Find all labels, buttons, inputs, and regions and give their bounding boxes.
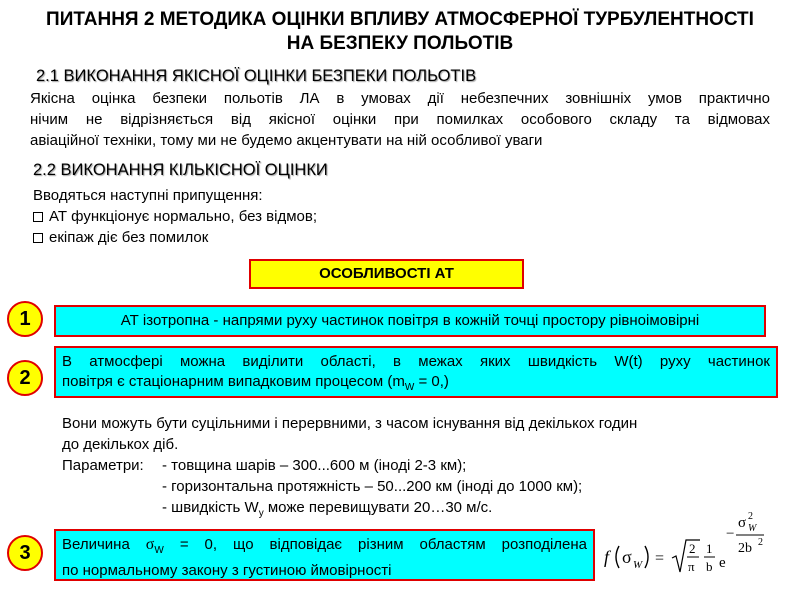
item-3-line-1: Величина $\sigma_W = 0$, що відповідає різним областям розподілена — [62, 536, 588, 556]
formula-minus: − — [726, 526, 735, 542]
formula-equals: = — [655, 550, 665, 567]
formula-two: 2 — [689, 541, 696, 556]
item-3-box — [54, 529, 595, 581]
left-paren — [616, 546, 619, 568]
formula-exp-sq: 2 — [748, 511, 753, 522]
formula-exp-den-sq: 2 — [758, 537, 763, 548]
item-1-number: 1 — [7, 301, 43, 337]
page-title — [0, 8, 800, 56]
details-line-2: до декількох діб. — [62, 436, 179, 453]
section-1-paragraph — [30, 88, 770, 151]
section-1-line-2: нічим не відрізняється від якісної оцінки при помилках особового складу та відмовах — [30, 111, 770, 128]
sqrt-symbol — [672, 540, 700, 572]
item-2-box — [54, 346, 778, 398]
param-row-1: Параметри: - товщина шарів – 300...600 м (іноді 2-3 км); — [62, 457, 467, 474]
item-1-box: АТ ізотропна - напрями руху частинок повітря в кожній точці простору рівноімовірні — [54, 305, 766, 337]
checkbox-icon — [33, 212, 43, 222]
section-1-heading: 2.1 ВИКОНАННЯ ЯКІСНОЇ ОЦІНКИ БЕЗПЕКИ ПОЛЬОТІВ — [36, 67, 477, 85]
formula-b: b — [706, 559, 713, 574]
formula-f: f — [604, 547, 610, 567]
formula-pi: π — [688, 559, 695, 574]
item-2-number: 2 — [7, 360, 43, 396]
checkbox-icon — [33, 233, 43, 243]
title-line-1: ПИТАННЯ 2 МЕТОДИКА ОЦІНКИ ВПЛИВУ АТМОСФЕРНОЇ ТУРБУЛЕНТНОСТІ — [46, 9, 754, 30]
item-2-line-2: повітря є стаціонарним випадковим процесом $(m_W = 0,)$ — [62, 373, 449, 393]
formula-exp-sigma: σ — [738, 515, 747, 531]
title-line-2: НА БЕЗПЕКУ ПОЛЬОТІВ — [286, 33, 514, 54]
formula-sigma: σ — [622, 547, 632, 567]
assumptions-intro: Вводяться наступні припущення: — [33, 187, 263, 204]
item-2-line-1: В атмосфері можна виділити області, в межах яких швидкість W(t) руху частинок — [62, 353, 770, 370]
assumptions-block — [33, 185, 317, 248]
right-paren — [645, 546, 648, 568]
features-label-box: ОСОБЛИВОСТІ АТ — [249, 259, 524, 289]
section-2-heading: 2.2 ВИКОНАННЯ КІЛЬКІСНОЇ ОЦІНКИ — [33, 161, 328, 179]
formula-one: 1 — [706, 541, 713, 556]
formula-e: e — [719, 555, 726, 571]
formula-exp-den: 2b — [738, 541, 752, 556]
section-1-line-3: авіаційної техніки, тому ми не будемо акцентувати на ній особливої уваги — [30, 132, 543, 149]
assumption-item: екіпаж діє без помилок — [33, 227, 317, 248]
details-line-1: Вони можуть бути суцільними і перервними, з часом існування від декількох годин — [62, 415, 638, 432]
param-row-3: - швидкість $W_y$ може перевищувати 20…30 м/с. — [162, 499, 493, 519]
formula-exp-w: W — [748, 523, 757, 534]
assumption-item: АТ функціонує нормально, без відмов; — [33, 206, 317, 227]
item-3-line-2: по нормальному закону з густиною ймовірності — [62, 562, 392, 579]
param-row-2: - горизонтальна протяжність – 50...200 км (іноді до 1000 км); — [162, 478, 583, 495]
section-1-line-1: Якісна оцінка безпеки польотів ЛА в умовах дії небезпечних зовнішніх умов практично — [30, 90, 770, 107]
item-3-number: 3 — [7, 535, 43, 571]
formula-sub-w: W — [633, 559, 643, 571]
normal-density-formula — [598, 500, 794, 596]
